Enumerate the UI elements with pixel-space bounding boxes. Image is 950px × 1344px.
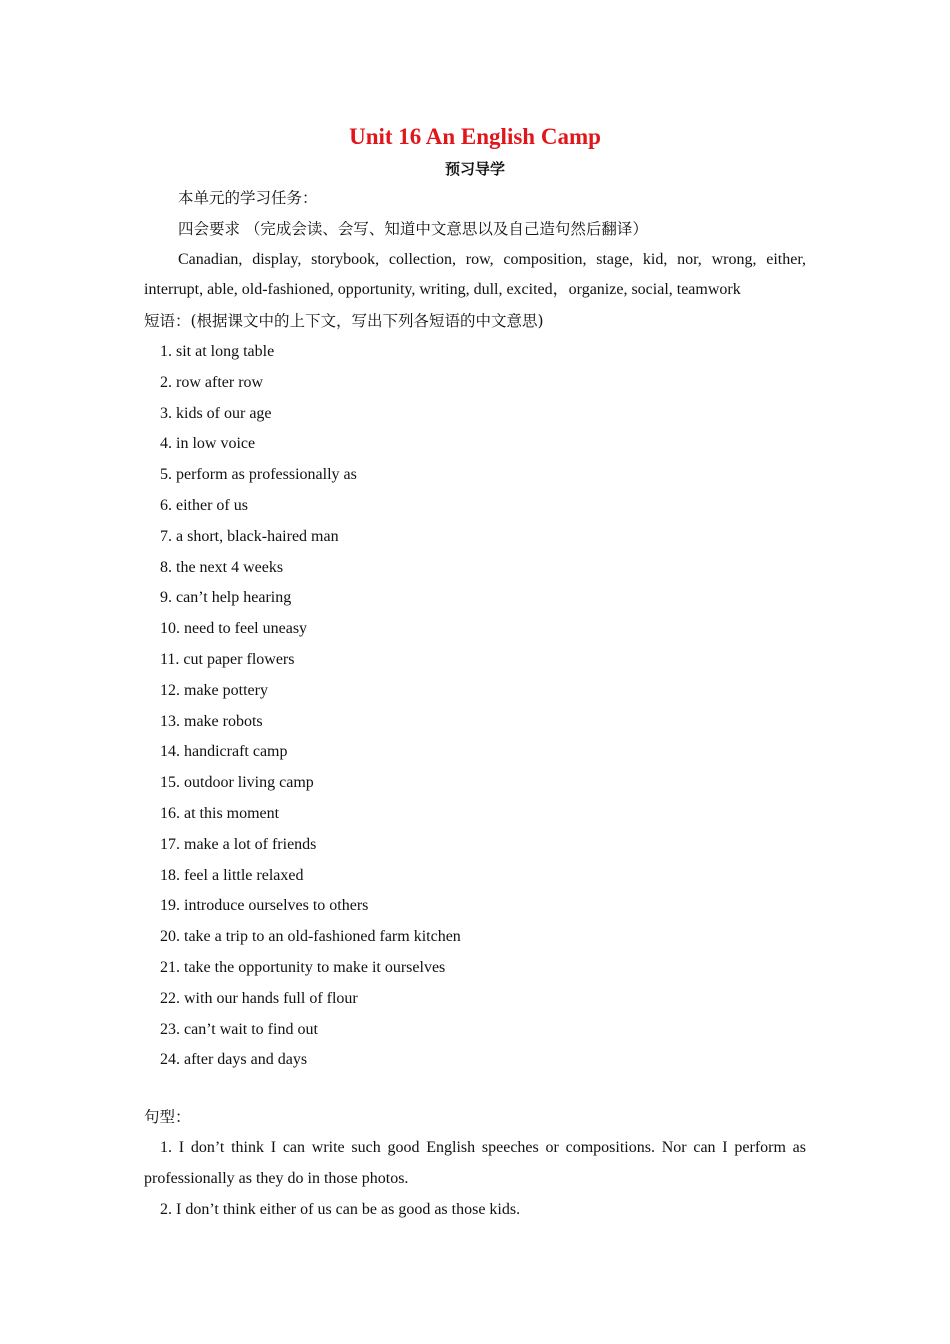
phrase-item: 17. make a lot of friends: [160, 835, 317, 853]
spacer: [144, 1076, 806, 1102]
sentence-item: 1. I don’t think I can write such good English speeches or compositions. Nor can I perform as professionally as they do in those photos.: [144, 1138, 806, 1187]
sentences-heading: 句型：: [144, 1108, 191, 1127]
phrase-item: 12. make pottery: [160, 681, 268, 699]
phrase-item: 3. kids of our age: [160, 404, 272, 422]
requirement-text: 四会要求 （完成会读、会写、知道中文意思以及自己造句然后翻译）: [178, 219, 648, 238]
phrases-heading: 短语：(根据课文中的上下文，写出下列各短语的中文意思): [144, 312, 544, 331]
phrase-item: 2. row after row: [160, 373, 264, 391]
phrase-item: 19. introduce ourselves to others: [160, 897, 369, 915]
phrase-item: 20. take a trip to an old-fashioned farm kitchen: [160, 928, 461, 946]
phrase-item: 24. after days and days: [160, 1051, 308, 1069]
phrase-item: 10. need to feel uneasy: [160, 620, 308, 638]
sentence-list: [144, 1133, 806, 1225]
phrase-item: 8. the next 4 weeks: [160, 558, 284, 576]
phrase-item: 14. handicraft camp: [160, 743, 288, 761]
phrase-item: 7. a short, black-haired man: [160, 527, 339, 545]
phrase-item: 21. take the opportunity to make it ourselves: [160, 958, 446, 976]
phrase-item: 11. cut paper flowers: [160, 650, 295, 668]
phrase-item: 4. in low voice: [160, 435, 256, 453]
phrase-item: 9. can’t help hearing: [160, 589, 292, 607]
phrase-item: 23. can’t wait to find out: [160, 1020, 318, 1038]
phrase-item: 5. perform as professionally as: [160, 466, 357, 484]
phrase-item: 18. feel a little relaxed: [160, 866, 304, 884]
vocabulary-list: Canadian, display, storybook, collection, row, composition, stage, kid, nor, wrong, either, interrupt, able, old-fashioned, opportunity, writing, dull, excited，organize, social, teamwork: [144, 250, 806, 299]
unit-title: Unit 16 An English Camp: [349, 124, 601, 149]
phrase-list: [144, 337, 806, 1076]
phrase-item: 22. with our hands full of flour: [160, 989, 358, 1007]
phrase-item: 13. make robots: [160, 712, 263, 730]
document-body: [144, 183, 806, 1225]
phrase-item: 16. at this moment: [160, 804, 280, 822]
phrase-item: 15. outdoor living camp: [160, 774, 314, 792]
phrase-item: 6. either of us: [160, 496, 248, 514]
sentence-item: 2. I don’t think either of us can be as good as those kids.: [160, 1200, 521, 1218]
phrase-item: 1. sit at long table: [160, 342, 275, 360]
section-subtitle: 预习导学: [444, 160, 505, 178]
task-heading: 本单元的学习任务：: [178, 189, 318, 207]
